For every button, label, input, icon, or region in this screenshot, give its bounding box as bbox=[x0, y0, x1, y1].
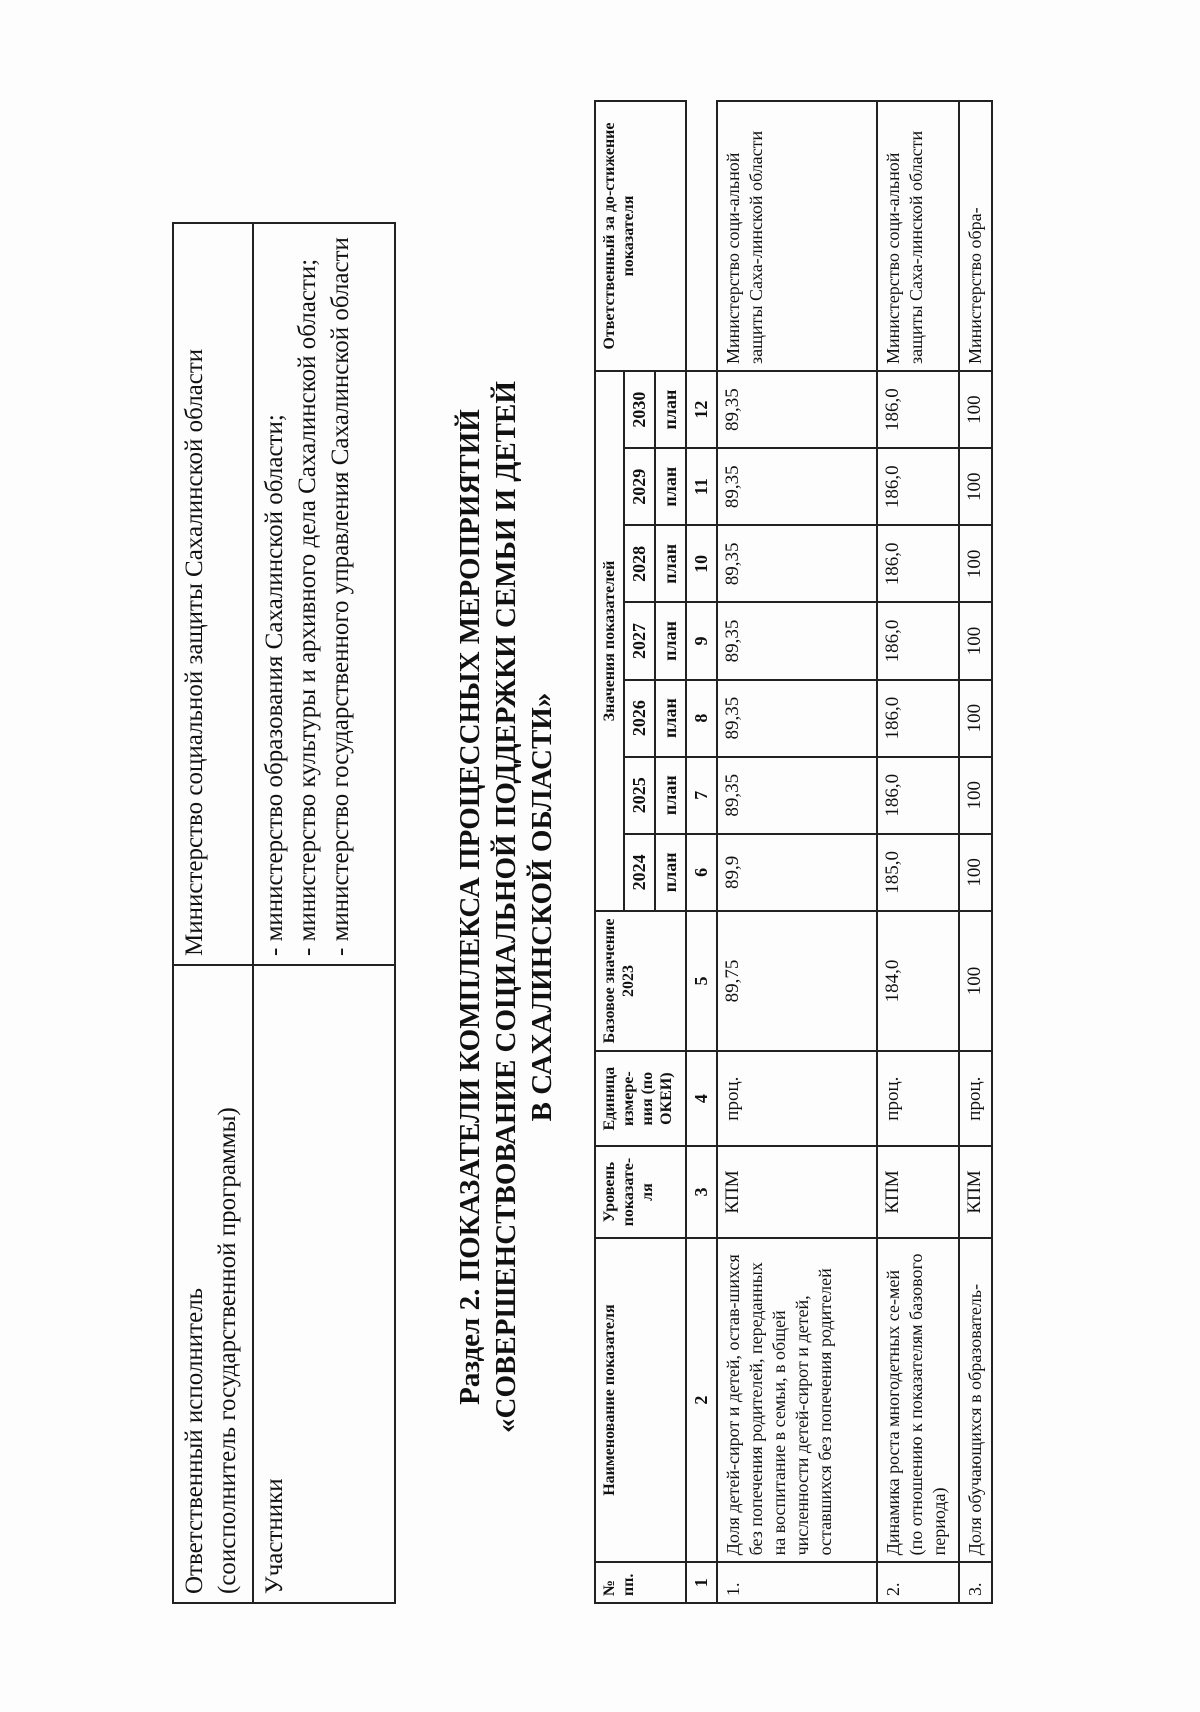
section-title-line: В САХАЛИНСКОЙ ОБЛАСТИ» bbox=[526, 692, 558, 1122]
info-value-line: - министерство государственного управления Сахалинской области bbox=[327, 237, 354, 956]
row-value: 186,0 bbox=[877, 757, 959, 834]
row-value: 186,0 bbox=[877, 680, 959, 757]
row-value: 100 bbox=[959, 371, 992, 448]
plan-header: план bbox=[655, 448, 686, 525]
column-number: 4 bbox=[686, 1051, 717, 1146]
table-row bbox=[717, 101, 877, 1603]
column-number: 5 bbox=[686, 911, 717, 1051]
column-number: 1 bbox=[686, 1562, 717, 1603]
indicators-table bbox=[594, 100, 993, 1604]
header-base: Базовое значение 2023 bbox=[595, 911, 686, 1051]
row-num: 2. bbox=[877, 1562, 959, 1603]
info-label-line: Участники bbox=[261, 1478, 288, 1594]
column-number: 3 bbox=[686, 1146, 717, 1237]
year-header: 2028 bbox=[624, 525, 655, 602]
column-number-row bbox=[686, 101, 717, 1603]
plan-header: план bbox=[655, 757, 686, 834]
row-value: 186,0 bbox=[877, 525, 959, 602]
plan-header: план bbox=[655, 525, 686, 602]
info-value-line: Министерство социальной защиты Сахалинской области bbox=[181, 348, 208, 956]
row-value: 89,35 bbox=[717, 757, 877, 834]
table-row bbox=[959, 101, 992, 1603]
row-name: Доля обучающихся в образователь- bbox=[959, 1238, 992, 1563]
row-base: 184,0 bbox=[877, 911, 959, 1051]
row-num: 1. bbox=[717, 1562, 877, 1603]
row-base: 89,75 bbox=[717, 911, 877, 1051]
section-title bbox=[452, 282, 560, 1532]
year-header: 2030 bbox=[624, 371, 655, 448]
row-responsible: Министерство обра- bbox=[959, 101, 992, 371]
row-level: КПМ bbox=[877, 1146, 959, 1237]
header-num: № пп. bbox=[595, 1562, 686, 1603]
year-header: 2024 bbox=[624, 834, 655, 911]
header-unit: Единица измере-ния (по ОКЕИ) bbox=[595, 1051, 686, 1146]
year-header: 2029 bbox=[624, 448, 655, 525]
info-value-line: - министерство образования Сахалинской области; bbox=[261, 414, 288, 956]
header-responsible: Ответственный за до-стижение показателя bbox=[595, 101, 686, 371]
info-label-line: (соисполнитель государственной программы) bbox=[214, 1107, 241, 1594]
info-value-cell bbox=[173, 223, 253, 965]
row-value: 186,0 bbox=[877, 602, 959, 679]
info-table bbox=[172, 222, 396, 1604]
info-row-participants bbox=[253, 223, 395, 1603]
column-number: 10 bbox=[686, 525, 717, 602]
column-number: 2 bbox=[686, 1238, 717, 1563]
row-unit: проц. bbox=[717, 1051, 877, 1146]
row-level: КПМ bbox=[717, 1146, 877, 1237]
plan-header: план bbox=[655, 371, 686, 448]
header-row bbox=[595, 101, 624, 1603]
table-row bbox=[877, 101, 959, 1603]
column-number: 12 bbox=[686, 371, 717, 448]
row-value: 185,0 bbox=[877, 834, 959, 911]
row-unit: проц. bbox=[959, 1051, 992, 1146]
info-label-cell bbox=[253, 965, 395, 1603]
header-name: Наименование показателя bbox=[595, 1238, 686, 1563]
header-values-group: Значения показателей bbox=[595, 371, 624, 911]
row-value: 100 bbox=[959, 757, 992, 834]
row-value: 89,35 bbox=[717, 680, 877, 757]
info-value-cell bbox=[253, 223, 395, 965]
row-value: 100 bbox=[959, 834, 992, 911]
section-title-line: Раздел 2. ПОКАЗАТЕЛИ КОМПЛЕКСА ПРОЦЕССНЫХ МЕРОПРИЯТИЙ bbox=[454, 409, 486, 1405]
row-unit: проц. bbox=[877, 1051, 959, 1146]
column-number: 11 bbox=[686, 448, 717, 525]
year-header: 2025 bbox=[624, 757, 655, 834]
info-label-line: Ответственный исполнитель bbox=[181, 1287, 208, 1594]
row-value: 186,0 bbox=[877, 371, 959, 448]
header-level: Уровень показате-ля bbox=[595, 1146, 686, 1237]
info-row-responsible bbox=[173, 223, 253, 1603]
row-value: 89,35 bbox=[717, 602, 877, 679]
row-value: 89,35 bbox=[717, 448, 877, 525]
section-title-line: «СОВЕРШЕНСТВОВАНИЕ СОЦИАЛЬНОЙ ПОДДЕРЖКИ СЕМЬИ И ДЕТЕЙ bbox=[490, 381, 522, 1433]
plan-header: план bbox=[655, 834, 686, 911]
column-number: 7 bbox=[686, 757, 717, 834]
column-number: 8 bbox=[686, 680, 717, 757]
row-name: Доля детей-сирот и детей, остав-шихся без попечения родителей, переданных на воспитание в семьи, в общей численности детей-сирот и детей, оставшихся без попечения родителей bbox=[717, 1238, 877, 1563]
plan-header: план bbox=[655, 680, 686, 757]
row-value: 100 bbox=[959, 680, 992, 757]
row-value: 100 bbox=[959, 602, 992, 679]
row-value: 100 bbox=[959, 448, 992, 525]
year-header: 2027 bbox=[624, 602, 655, 679]
info-value-line: - министерство культуры и архивного дела Сахалинской области; bbox=[294, 258, 321, 956]
plan-header: план bbox=[655, 602, 686, 679]
row-value: 89,35 bbox=[717, 371, 877, 448]
year-header: 2026 bbox=[624, 680, 655, 757]
row-level: КПМ bbox=[959, 1146, 992, 1237]
row-num: 3. bbox=[959, 1562, 992, 1603]
row-value: 100 bbox=[959, 525, 992, 602]
row-value: 186,0 bbox=[877, 448, 959, 525]
row-responsible: Министерство соци-альной защиты Саха-линской области bbox=[877, 101, 959, 371]
row-value: 89,35 bbox=[717, 525, 877, 602]
row-base: 100 bbox=[959, 911, 992, 1051]
row-name: Динамика роста многодетных се-мей (по отношению к показателям базового периода) bbox=[877, 1238, 959, 1563]
column-number: 9 bbox=[686, 602, 717, 679]
info-label-cell bbox=[173, 965, 253, 1603]
row-value: 89,9 bbox=[717, 834, 877, 911]
column-number: 6 bbox=[686, 834, 717, 911]
row-responsible: Министерство соци-альной защиты Саха-линской области bbox=[717, 101, 877, 371]
